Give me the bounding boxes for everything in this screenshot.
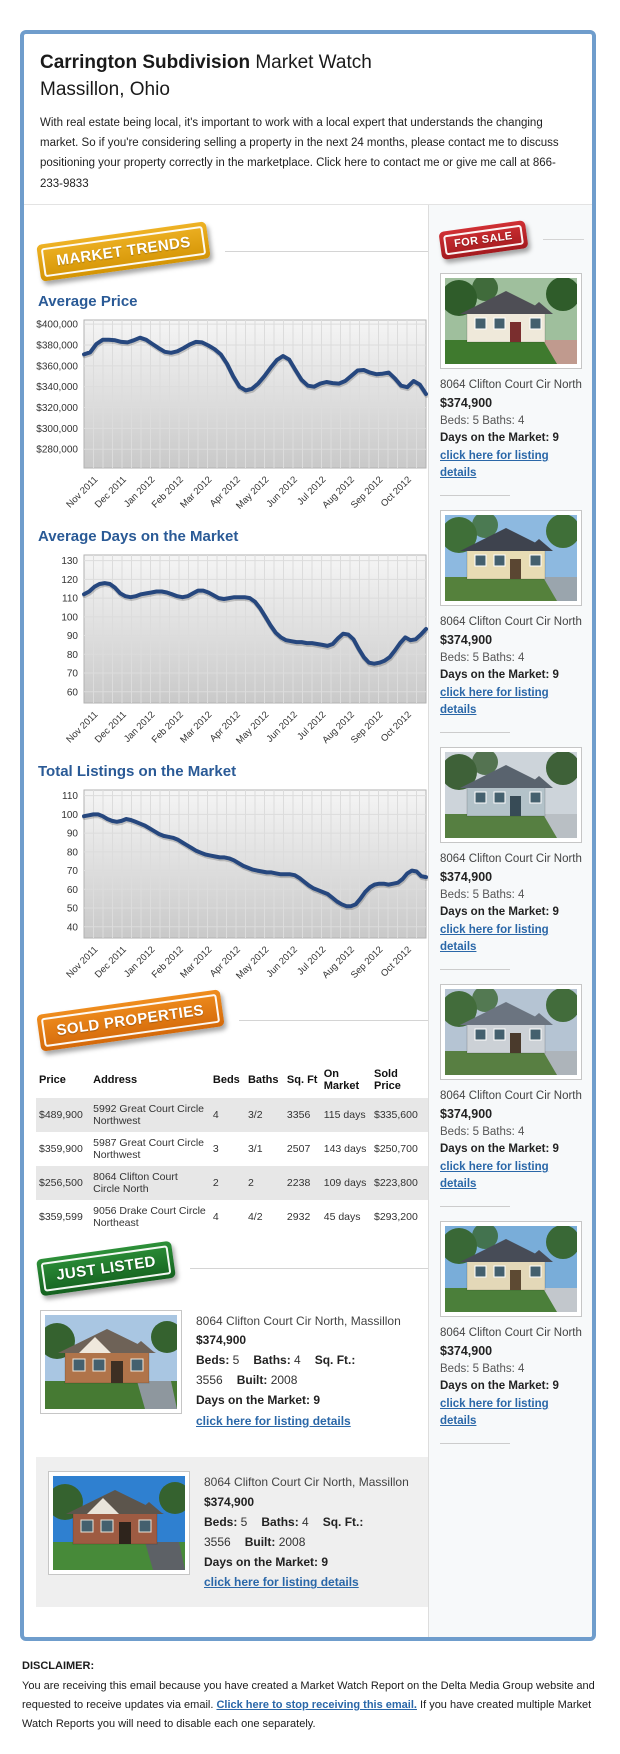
for-sale-header — [440, 221, 584, 259]
sold-properties-badge-label: SOLD PROPERTIES — [41, 994, 220, 1047]
x-axis-tick-label: Dec 2011 — [92, 474, 129, 511]
house-photo-illustration — [445, 752, 577, 838]
x-axis-tick-label: Feb 2012 — [149, 709, 186, 746]
intro-text-after: or give me call at 866-233-9833 — [40, 157, 556, 190]
x-axis-tick-label: Jul 2012 — [295, 709, 329, 743]
disclaimer — [22, 1657, 596, 1734]
divider-line — [225, 251, 428, 252]
content-row — [24, 204, 592, 1638]
newsletter-frame — [20, 30, 596, 1641]
listing-text — [204, 1471, 416, 1593]
col-sold-price: Sold Price — [373, 1067, 401, 1092]
just-listed-badge — [36, 1241, 176, 1297]
house-photo-illustration — [53, 1476, 185, 1570]
listing-price: $374,900 — [440, 632, 493, 647]
table-cell: 143 days — [323, 1142, 367, 1155]
market-trends-header — [38, 229, 428, 275]
table-cell: 3/2 — [247, 1108, 263, 1121]
y-axis-tick-label: 70 — [66, 865, 78, 877]
table-cell: $359,599 — [39, 1210, 83, 1223]
listing-days-on-market: Days on the Market: 9 — [204, 1554, 329, 1569]
property-photo[interactable] — [440, 510, 582, 606]
page-title — [40, 50, 574, 103]
table-cell: 9056 Drake Court Circle Northeast — [93, 1204, 206, 1229]
x-axis-tick-label: Nov 2011 — [64, 474, 101, 511]
listing-spec: Sq. Ft.: 3556 — [204, 1515, 364, 1549]
x-axis-tick-label: Aug 2012 — [320, 474, 357, 511]
y-axis-tick-label: $380,000 — [36, 340, 78, 352]
x-axis-tick-label: Jul 2012 — [295, 474, 329, 508]
listing-address: 8064 Clifton Court Cir North — [440, 615, 582, 628]
listing-days-on-market: Days on the Market: 9 — [440, 668, 559, 681]
main-column — [24, 205, 428, 1638]
y-axis-tick-label: $360,000 — [36, 361, 78, 373]
property-photo[interactable] — [48, 1471, 190, 1575]
y-axis-tick-label: 90 — [66, 828, 78, 840]
listing-separator — [440, 969, 510, 970]
x-axis-tick-label: Nov 2011 — [64, 709, 101, 746]
table-cell: $250,700 — [373, 1142, 418, 1155]
y-axis-tick-label: 60 — [66, 884, 78, 896]
listing-price: $374,900 — [440, 395, 493, 410]
divider-line — [239, 1020, 428, 1021]
listing-separator — [440, 732, 510, 733]
y-axis-tick-label: 80 — [66, 649, 78, 661]
table-row — [36, 1200, 428, 1234]
x-axis-tick-label: Jan 2012 — [121, 474, 158, 510]
for-sale-listing-card — [440, 1221, 584, 1444]
listing-separator — [440, 1206, 510, 1207]
table-cell: 8064 Clifton Court Circle North — [93, 1170, 178, 1195]
table-cell: $335,600 — [373, 1108, 418, 1121]
average-days-title: Average Days on the Market — [38, 527, 239, 545]
table-cell: 4 — [212, 1210, 219, 1223]
col-beds: Beds — [212, 1073, 240, 1086]
x-axis-tick-label: Apr 2012 — [207, 709, 243, 745]
listing-price: $374,900 — [440, 869, 493, 884]
for-sale-listing-card — [440, 273, 584, 496]
listing-spec: Baths: 4 — [261, 1515, 309, 1530]
x-axis-tick-label: Jan 2012 — [121, 709, 158, 745]
listing-spec: Baths: 4 — [253, 1353, 301, 1368]
listing-spec: Beds: 5 — [196, 1353, 240, 1368]
disclaimer-text-after: If you have created multiple Market Watch Reports you will need to disable each one separately. — [22, 1698, 592, 1730]
table-cell: 2 — [247, 1176, 254, 1189]
listing-address: 8064 Clifton Court Cir North — [440, 1326, 582, 1339]
y-axis-tick-label: 120 — [61, 574, 78, 586]
listing-details-link[interactable]: click here for listing details — [440, 687, 549, 717]
y-axis-tick-label: 50 — [66, 903, 78, 915]
x-axis-tick-label: Apr 2012 — [207, 474, 243, 510]
listing-address: 8064 Clifton Court Cir North — [440, 1089, 582, 1102]
contact-link[interactable]: Click here to contact me — [316, 157, 440, 170]
listing-text — [440, 851, 584, 970]
table-cell: 2932 — [286, 1210, 311, 1223]
disclaimer-title: DISCLAIMER: — [22, 1660, 95, 1673]
table-cell: $256,500 — [39, 1176, 83, 1189]
table-cell: 5987 Great Court Circle Northwest — [93, 1136, 205, 1161]
listing-text — [196, 1310, 428, 1432]
page-title-regular: Market Watch — [250, 52, 372, 73]
table-cell: 3 — [212, 1142, 219, 1155]
listing-details-link[interactable]: click here for listing details — [204, 1575, 359, 1590]
just-listed-header — [38, 1246, 428, 1292]
listing-separator — [440, 495, 510, 496]
table-cell: $223,800 — [373, 1176, 418, 1189]
for-sale-listing-card — [440, 510, 584, 733]
y-axis-tick-label: 110 — [62, 790, 78, 802]
table-cell: $359,900 — [39, 1142, 83, 1155]
table-cell: 2 — [212, 1176, 219, 1189]
listing-separator — [440, 1443, 510, 1444]
unsubscribe-link[interactable]: Click here to stop receiving this email. — [216, 1698, 417, 1711]
listing-spec: Sq. Ft.: 3556 — [196, 1353, 356, 1388]
listing-address: 8064 Clifton Court Cir North, Massillon — [204, 1475, 409, 1490]
just-listed-items — [36, 1310, 428, 1608]
x-axis-tick-label: Feb 2012 — [149, 474, 186, 511]
listing-spec: Built: 2008 — [244, 1534, 306, 1549]
listing-beds-baths: Beds: 5 Baths: 4 — [440, 1125, 525, 1138]
average-price-title: Average Price — [38, 292, 138, 310]
table-cell: 3356 — [286, 1108, 311, 1121]
table-cell: 45 days — [323, 1210, 361, 1223]
table-row — [36, 1132, 428, 1166]
x-axis-tick-label: Mar 2012 — [178, 474, 215, 511]
just-listed-card — [36, 1457, 428, 1607]
x-axis-tick-label: May 2012 — [234, 709, 272, 747]
total-listings-chart — [36, 784, 428, 986]
x-axis-tick-label: Sep 2012 — [348, 944, 386, 981]
y-axis-tick-label: 60 — [66, 686, 78, 698]
listing-details-link[interactable]: click here for listing details — [440, 1398, 549, 1428]
listing-price: $374,900 — [204, 1495, 255, 1510]
sold-properties-table — [36, 1062, 428, 1234]
listing-beds-baths: Beds: 5 Baths: 4 — [440, 651, 525, 664]
table-row — [36, 1166, 428, 1200]
x-axis-tick-label: Oct 2012 — [378, 709, 414, 745]
col-on-market: On Market — [323, 1067, 360, 1092]
just-listed-badge-label: JUST LISTED — [41, 1245, 172, 1292]
x-axis-tick-label: Mar 2012 — [178, 709, 215, 746]
x-axis-tick-label: Oct 2012 — [378, 474, 414, 510]
table-row — [36, 1098, 428, 1132]
listing-days-on-market: Days on the Market: 9 — [440, 431, 559, 444]
page-subtitle: Massillon, Ohio — [40, 78, 170, 100]
intro-paragraph — [40, 113, 574, 194]
y-axis-tick-label: 130 — [61, 555, 78, 567]
x-axis-tick-label: May 2012 — [234, 474, 272, 512]
listing-address: 8064 Clifton Court Cir North — [440, 378, 582, 391]
listing-spec: Beds: 5 — [204, 1515, 248, 1530]
y-axis-tick-label: $280,000 — [36, 444, 78, 456]
listing-price: $374,900 — [440, 1343, 493, 1358]
listing-text — [440, 1088, 584, 1207]
property-photo[interactable] — [440, 984, 582, 1080]
page-title-bold: Carrington Subdivision — [40, 52, 251, 73]
listing-details-link[interactable]: click here for listing details — [440, 1161, 549, 1191]
property-photo[interactable] — [440, 1221, 582, 1317]
listing-specs — [196, 1351, 428, 1391]
just-listed-card — [40, 1310, 428, 1432]
for-sale-badge-label: FOR SALE — [443, 224, 524, 255]
listing-days-on-market: Days on the Market: 9 — [440, 905, 559, 918]
table-cell: $489,900 — [39, 1108, 83, 1121]
x-axis-tick-label: Aug 2012 — [320, 944, 357, 981]
x-axis-tick-label: Jul 2012 — [295, 944, 329, 978]
house-photo-illustration — [445, 278, 577, 364]
sold-properties-header — [38, 998, 428, 1044]
table-cell: 2238 — [286, 1176, 311, 1189]
table-cell: 109 days — [323, 1176, 367, 1189]
house-photo-illustration — [45, 1315, 177, 1409]
house-photo-illustration — [445, 1226, 577, 1312]
y-axis-tick-label: $300,000 — [36, 423, 78, 435]
for-sale-listing-card — [440, 984, 584, 1207]
x-axis-tick-label: Jun 2012 — [264, 709, 300, 745]
for-sale-listing-card — [440, 747, 584, 970]
x-axis-tick-label: Jun 2012 — [264, 944, 300, 980]
listing-beds-baths: Beds: 5 Baths: 4 — [440, 414, 525, 427]
table-cell: 5992 Great Court Circle Northwest — [93, 1102, 205, 1127]
listing-details-link[interactable]: click here for listing details — [440, 924, 549, 954]
listing-text — [440, 377, 584, 496]
market-trends-badge — [36, 221, 211, 281]
market-trends-badge-label: MARKET TRENDS — [41, 226, 207, 277]
x-axis-tick-label: Jun 2012 — [264, 474, 300, 510]
listing-details-link[interactable]: click here for listing details — [196, 1413, 351, 1428]
listing-beds-baths: Beds: 5 Baths: 4 — [440, 1362, 525, 1375]
house-photo-illustration — [445, 515, 577, 601]
listing-price: $374,900 — [196, 1333, 247, 1348]
table-cell: 4 — [212, 1108, 219, 1121]
divider-line — [190, 1268, 428, 1269]
x-axis-tick-label: Aug 2012 — [320, 709, 357, 746]
listing-specs — [204, 1513, 416, 1553]
x-axis-tick-label: Apr 2012 — [207, 944, 243, 980]
x-axis-tick-label: Dec 2011 — [92, 709, 129, 746]
listing-price: $374,900 — [440, 1106, 493, 1121]
listing-details-link[interactable]: click here for listing details — [440, 450, 549, 480]
x-axis-tick-label: May 2012 — [234, 944, 272, 982]
total-listings-title: Total Listings on the Market — [38, 762, 237, 780]
table-cell: 115 days — [323, 1108, 366, 1121]
col-price: Price — [39, 1073, 66, 1086]
average-price-chart — [36, 314, 428, 516]
table-cell: $293,200 — [373, 1210, 418, 1223]
y-axis-tick-label: $400,000 — [36, 319, 78, 331]
y-axis-tick-label: $340,000 — [36, 381, 78, 393]
listing-spec: Built: 2008 — [236, 1373, 298, 1388]
col-sqft: Sq. Ft — [286, 1073, 318, 1086]
disclaimer-text-before: You are receiving this email because you have created a Market Watch Report on the Delta Media Group website and requested to receive updates via email. — [22, 1679, 595, 1711]
sold-properties-rows — [36, 1098, 428, 1234]
table-cell: 4/2 — [247, 1210, 263, 1223]
y-axis-tick-label: $320,000 — [36, 402, 78, 414]
header — [24, 34, 592, 204]
property-photo[interactable] — [440, 273, 582, 369]
y-axis-tick-label: 40 — [66, 921, 78, 933]
for-sale-listings — [438, 273, 584, 1444]
listing-address: 8064 Clifton Court Cir North, Massillon — [196, 1313, 401, 1328]
divider-line — [543, 239, 584, 240]
house-photo-illustration — [445, 989, 577, 1075]
listing-text — [440, 614, 584, 733]
x-axis-tick-label: Nov 2011 — [64, 944, 101, 981]
x-axis-tick-label: Feb 2012 — [149, 944, 186, 981]
for-sale-badge — [438, 220, 528, 260]
table-header-row — [36, 1062, 428, 1098]
y-axis-tick-label: 100 — [61, 612, 78, 624]
y-axis-tick-label: 70 — [66, 668, 78, 680]
listing-days-on-market: Days on the Market: 9 — [440, 1379, 559, 1392]
property-photo[interactable] — [40, 1310, 182, 1414]
y-axis-tick-label: 90 — [66, 630, 78, 642]
sold-properties-badge — [36, 990, 224, 1052]
x-axis-tick-label: Mar 2012 — [178, 944, 215, 981]
col-address: Address — [93, 1073, 138, 1086]
listing-text — [440, 1325, 584, 1444]
y-axis-tick-label: 110 — [62, 593, 78, 605]
x-axis-tick-label: Jan 2012 — [121, 944, 158, 980]
table-cell: 3/1 — [247, 1142, 263, 1155]
x-axis-tick-label: Oct 2012 — [378, 944, 414, 980]
y-axis-tick-label: 80 — [66, 847, 78, 859]
listing-days-on-market: Days on the Market: 9 — [440, 1142, 559, 1155]
listing-address: 8064 Clifton Court Cir North — [440, 852, 582, 865]
listing-days-on-market: Days on the Market: 9 — [196, 1392, 321, 1407]
sidebar-column — [428, 205, 592, 1638]
x-axis-tick-label: Dec 2011 — [92, 944, 129, 981]
property-photo[interactable] — [440, 747, 582, 843]
listing-beds-baths: Beds: 5 Baths: 4 — [440, 888, 525, 901]
col-baths: Baths — [247, 1073, 279, 1086]
x-axis-tick-label: Sep 2012 — [348, 474, 386, 511]
average-days-chart — [36, 549, 428, 751]
table-cell: 2507 — [286, 1142, 311, 1155]
y-axis-tick-label: 100 — [61, 809, 78, 821]
x-axis-tick-label: Sep 2012 — [348, 709, 386, 746]
intro-text-before: With real estate being local, it's important to work with a local expert that understands the changing market. So if you're considering selling a property in the next 24 months, please contact me to discuss positioning your property correctly in the marketplace. — [40, 117, 559, 170]
